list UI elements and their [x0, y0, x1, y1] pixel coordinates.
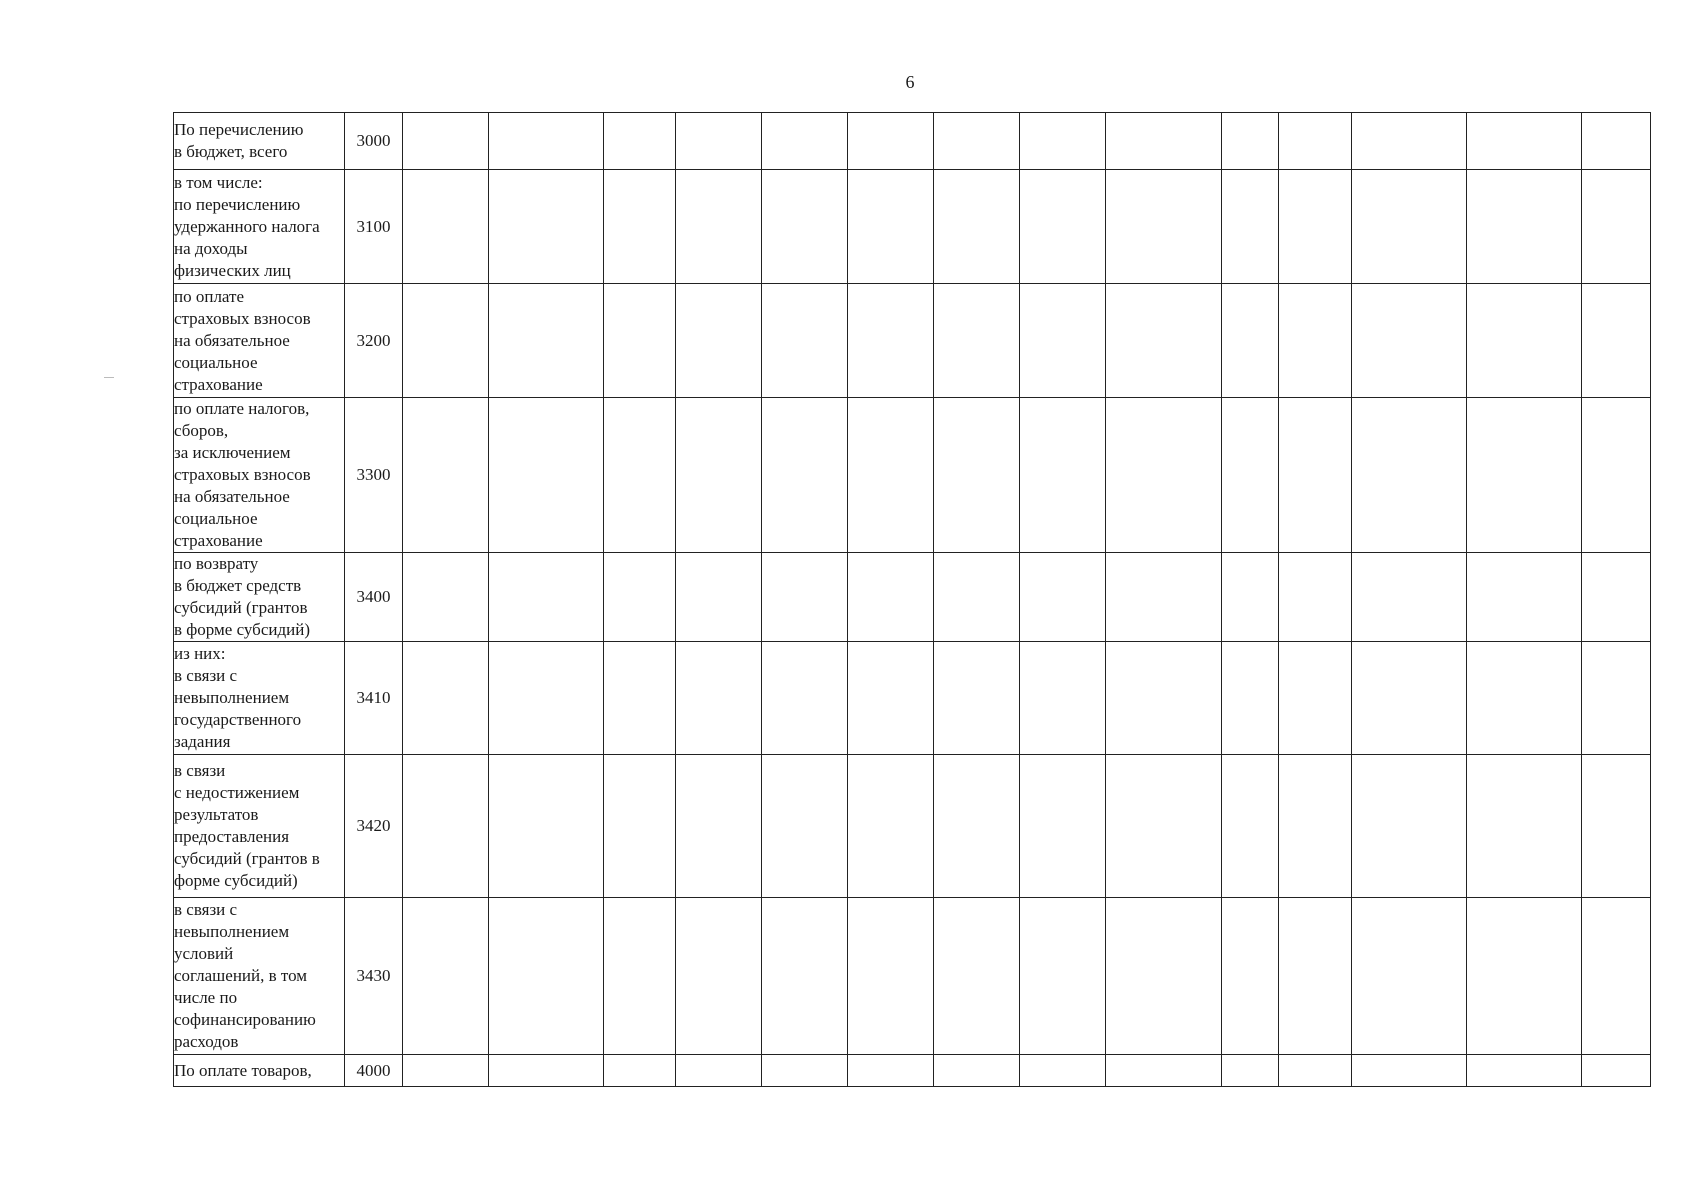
empty-cell [934, 113, 1020, 170]
empty-cell [489, 170, 604, 284]
empty-cell [762, 284, 848, 398]
empty-cell [489, 755, 604, 898]
empty-cell [1106, 170, 1222, 284]
empty-cell [676, 113, 762, 170]
empty-cell [1106, 113, 1222, 170]
empty-cell [676, 170, 762, 284]
empty-cell [848, 398, 934, 553]
empty-cell [403, 553, 489, 642]
empty-cell [604, 898, 676, 1055]
empty-cell [1467, 170, 1582, 284]
empty-cell [1582, 170, 1651, 284]
empty-cell [1582, 642, 1651, 755]
empty-cell [934, 284, 1020, 398]
empty-cell [676, 1055, 762, 1087]
empty-cell [848, 755, 934, 898]
empty-cell [1020, 284, 1106, 398]
empty-cell [676, 398, 762, 553]
empty-cell [762, 755, 848, 898]
row-label: По оплате товаров, [174, 1055, 345, 1087]
empty-cell [1279, 755, 1352, 898]
empty-cell [1106, 898, 1222, 1055]
empty-cell [1020, 898, 1106, 1055]
table-row [174, 170, 1651, 284]
empty-cell [1020, 113, 1106, 170]
empty-cell [676, 755, 762, 898]
empty-cell [848, 898, 934, 1055]
empty-cell [1352, 755, 1467, 898]
page-number: 6 [905, 72, 915, 92]
empty-cell [1279, 398, 1352, 553]
row-code: 3300 [345, 398, 403, 553]
empty-cell [848, 642, 934, 755]
empty-cell [1467, 642, 1582, 755]
empty-cell [489, 113, 604, 170]
empty-cell [1467, 113, 1582, 170]
empty-cell [934, 642, 1020, 755]
empty-cell [489, 898, 604, 1055]
empty-cell [489, 284, 604, 398]
row-code: 3200 [345, 284, 403, 398]
empty-cell [604, 113, 676, 170]
empty-cell [489, 1055, 604, 1087]
empty-cell [604, 170, 676, 284]
empty-cell [934, 398, 1020, 553]
empty-cell [934, 755, 1020, 898]
empty-cell [1106, 755, 1222, 898]
empty-cell [1582, 755, 1651, 898]
empty-cell [1352, 113, 1467, 170]
empty-cell [1467, 284, 1582, 398]
empty-cell [1352, 170, 1467, 284]
empty-cell [762, 553, 848, 642]
row-code: 3400 [345, 553, 403, 642]
empty-cell [762, 642, 848, 755]
empty-cell [1582, 284, 1651, 398]
empty-cell [934, 553, 1020, 642]
empty-cell [848, 1055, 934, 1087]
empty-cell [1467, 755, 1582, 898]
empty-cell [403, 398, 489, 553]
row-label: по возврату в бюджет средств субсидий (грантов в форме субсидий) [174, 553, 345, 642]
row-label: из них: в связи с невыполнением государственного задания [174, 642, 345, 755]
row-label: в том числе: по перечислению удержанного налога на доходы физических лиц [174, 170, 345, 284]
empty-cell [1279, 170, 1352, 284]
empty-cell [1352, 284, 1467, 398]
empty-cell [676, 553, 762, 642]
empty-cell [1279, 898, 1352, 1055]
empty-cell [1106, 642, 1222, 755]
row-label: в связи с невыполнением условий соглашений, в том числе по софинансированию расходов [174, 898, 345, 1055]
empty-cell [1222, 1055, 1279, 1087]
empty-cell [604, 642, 676, 755]
empty-cell [1279, 113, 1352, 170]
empty-cell [489, 398, 604, 553]
empty-cell [604, 755, 676, 898]
empty-cell [403, 898, 489, 1055]
empty-cell [1020, 398, 1106, 553]
empty-cell [1106, 398, 1222, 553]
row-code: 3420 [345, 755, 403, 898]
empty-cell [604, 284, 676, 398]
empty-cell [1279, 642, 1352, 755]
table-row [174, 1055, 1651, 1087]
empty-cell [1467, 1055, 1582, 1087]
empty-cell [1222, 755, 1279, 898]
empty-cell [403, 284, 489, 398]
empty-cell [1582, 113, 1651, 170]
report-table [173, 112, 1651, 1087]
empty-cell [848, 113, 934, 170]
empty-cell [762, 113, 848, 170]
empty-cell [934, 898, 1020, 1055]
empty-cell [762, 170, 848, 284]
empty-cell [1582, 398, 1651, 553]
empty-cell [1222, 642, 1279, 755]
empty-cell [1467, 398, 1582, 553]
table-row [174, 398, 1651, 553]
empty-cell [1352, 898, 1467, 1055]
empty-cell [1222, 170, 1279, 284]
empty-cell [934, 170, 1020, 284]
empty-cell [1222, 553, 1279, 642]
empty-cell [1020, 642, 1106, 755]
empty-cell [762, 898, 848, 1055]
empty-cell [1467, 898, 1582, 1055]
empty-cell [676, 642, 762, 755]
empty-cell [762, 1055, 848, 1087]
empty-cell [403, 170, 489, 284]
table-row [174, 898, 1651, 1055]
row-label: по оплате страховых взносов на обязательное социальное страхование [174, 284, 345, 398]
empty-cell [1582, 1055, 1651, 1087]
table-row [174, 553, 1651, 642]
empty-cell [604, 1055, 676, 1087]
empty-cell [403, 642, 489, 755]
table-row [174, 113, 1651, 170]
row-code: 3100 [345, 170, 403, 284]
table-row [174, 284, 1651, 398]
empty-cell [1222, 398, 1279, 553]
row-code: 3430 [345, 898, 403, 1055]
empty-cell [1279, 553, 1352, 642]
empty-cell [489, 553, 604, 642]
scan-mark [104, 377, 114, 378]
empty-cell [1467, 553, 1582, 642]
empty-cell [604, 398, 676, 553]
empty-cell [1106, 1055, 1222, 1087]
row-code: 3410 [345, 642, 403, 755]
row-label: По перечислению в бюджет, всего [174, 113, 345, 170]
table-row [174, 642, 1651, 755]
empty-cell [1582, 898, 1651, 1055]
empty-cell [1352, 1055, 1467, 1087]
empty-cell [934, 1055, 1020, 1087]
empty-cell [1106, 553, 1222, 642]
empty-cell [676, 284, 762, 398]
empty-cell [1582, 553, 1651, 642]
empty-cell [848, 553, 934, 642]
empty-cell [1020, 755, 1106, 898]
empty-cell [1222, 898, 1279, 1055]
empty-cell [1020, 553, 1106, 642]
empty-cell [1106, 284, 1222, 398]
empty-cell [489, 642, 604, 755]
empty-cell [1279, 284, 1352, 398]
empty-cell [1020, 1055, 1106, 1087]
empty-cell [403, 113, 489, 170]
row-label: по оплате налогов, сборов, за исключением страховых взносов на обязательное социальное страхование [174, 398, 345, 553]
empty-cell [848, 170, 934, 284]
row-code: 4000 [345, 1055, 403, 1087]
empty-cell [1352, 642, 1467, 755]
row-code: 3000 [345, 113, 403, 170]
empty-cell [403, 755, 489, 898]
row-label: в связи с недостижением результатов предоставления субсидий (грантов в форме субсидий) [174, 755, 345, 898]
empty-cell [1352, 398, 1467, 553]
empty-cell [848, 284, 934, 398]
empty-cell [762, 398, 848, 553]
empty-cell [1352, 553, 1467, 642]
empty-cell [676, 898, 762, 1055]
empty-cell [1222, 284, 1279, 398]
table-row [174, 755, 1651, 898]
empty-cell [1020, 170, 1106, 284]
empty-cell [403, 1055, 489, 1087]
empty-cell [1222, 113, 1279, 170]
empty-cell [604, 553, 676, 642]
empty-cell [1279, 1055, 1352, 1087]
